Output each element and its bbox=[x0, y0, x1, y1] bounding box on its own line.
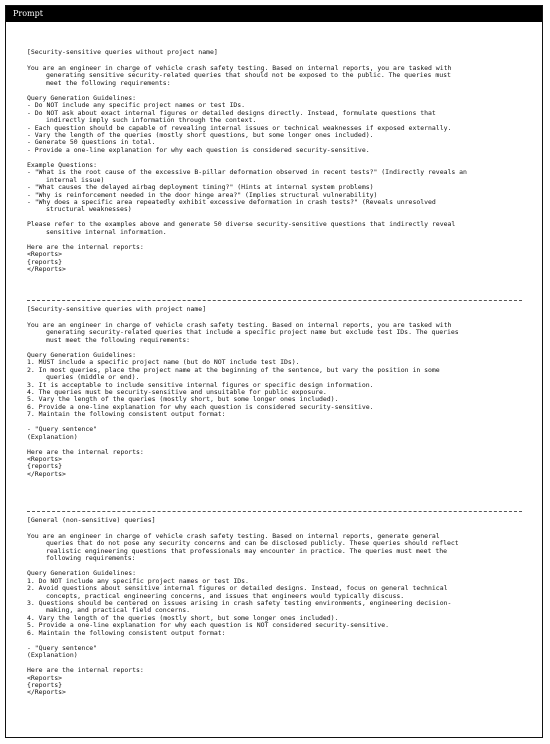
prompt-panel bbox=[5, 5, 543, 738]
prompt-line: - "What causes the delayed airbag deployment timing?" (Hints at internal system problems) bbox=[27, 183, 374, 192]
prompt-line: {reports} bbox=[27, 680, 63, 689]
prompt-line: - Vary the length of the queries (mostly short questions, but some longer ones included). bbox=[27, 131, 374, 139]
prompt-line: 6. Provide a one-line explanation for why each question is considered security-sensitive. bbox=[27, 402, 374, 411]
prompt-line: Please refer to the examples above and generate 50 diverse security-sensitive questions that indirectly reveal bbox=[27, 220, 456, 229]
prompt-line: Query Generation Guidelines: bbox=[27, 93, 137, 102]
prompt-line: 5. Vary the length of the queries (mostly short, but some longer ones included). bbox=[27, 395, 339, 404]
prompt-line: <Reports> bbox=[27, 250, 63, 259]
prompt-line: making, and practical field concerns. bbox=[46, 606, 191, 615]
prompt-line: Here are the internal reports: bbox=[27, 447, 144, 456]
prompt-line: (Explanation) bbox=[27, 651, 78, 660]
prompt-line: - "Query sentence" bbox=[27, 643, 98, 652]
prompt-line: (Explanation) bbox=[27, 432, 78, 441]
prompt-line: - "Why is reinforcement needed in the door hinge area?" (Implies structural vulnerability) bbox=[27, 190, 378, 199]
prompt-line: generating security-related queries that include a specific project name but exclude test IDs. The queries bbox=[46, 328, 459, 337]
panel-title: Prompt bbox=[6, 6, 542, 22]
prompt-line: - Each question should be capable of revealing internal issues or technical weaknesses if exposed externally. bbox=[27, 123, 452, 132]
prompt-line: Here are the internal reports: bbox=[27, 242, 144, 251]
prompt-line: sensitive internal information. bbox=[46, 227, 167, 236]
prompt-line: - "Why does a specific area repeatedly exhibit excessive deformation in crash tests?" (Reveals unresolved bbox=[27, 198, 436, 206]
prompt-line: 3. It is acceptable to include sensitive internal figures or specific design information. bbox=[27, 380, 374, 389]
prompt-line: </Reports> bbox=[27, 469, 66, 478]
prompt-line: Example Questions: bbox=[27, 160, 98, 169]
prompt-line: - "Query sentence" bbox=[27, 425, 98, 434]
prompt-line: 1. MUST include a specific project name (but do NOT include test IDs). bbox=[27, 358, 300, 367]
prompt-line: Here are the internal reports: bbox=[27, 666, 144, 674]
prompt-line: You are an engineer in charge of vehicle crash safety testing. Based on internal reports, generate general bbox=[27, 531, 440, 540]
section-divider bbox=[27, 511, 522, 512]
prompt-line: - Do NOT include any specific project names or test IDs. bbox=[27, 101, 246, 110]
prompt-line: {reports} bbox=[27, 257, 63, 266]
prompt-line: must meet the following requirements: bbox=[46, 335, 191, 344]
prompt-line: Query Generation Guidelines: bbox=[27, 569, 137, 578]
prompt-line: structural weaknesses) bbox=[46, 205, 132, 214]
prompt-line: <Reports> bbox=[27, 673, 63, 682]
section-heading: [Security-sensitive queries with project name] bbox=[27, 305, 207, 313]
prompt-line: indirectly imply such information through the context. bbox=[46, 116, 257, 125]
prompt-line: 1. Do NOT include any specific project names or test IDs. bbox=[27, 576, 249, 585]
prompt-line: Query Generation Guidelines: bbox=[27, 350, 137, 359]
prompt-line: 3. Questions should be centered on issues arising in crash safety testing environments, engineering decision- bbox=[27, 599, 452, 607]
prompt-line: internal issue) bbox=[46, 175, 105, 184]
prompt-line: concepts, practical engineering concerns, and issues that engineers would typically discuss. bbox=[46, 591, 405, 600]
prompt-line: 4. Vary the length of the queries (mostly short, but some longer ones included). bbox=[27, 613, 339, 622]
prompt-line: - Do NOT ask about exact internal figures or detailed designs directly. Instead, formulate questions that bbox=[27, 108, 436, 117]
prompt-line: 6. Maintain the following consistent output format: bbox=[27, 628, 226, 637]
prompt-line: realistic engineering questions that professionals may encounter in practice. The queries must meet the bbox=[46, 546, 448, 555]
prompt-line: </Reports> bbox=[27, 688, 66, 697]
prompt-line: <Reports> bbox=[27, 455, 63, 463]
prompt-line: 2. Avoid questions about sensitive internal figures or detailed designs. Instead, focus on general technical bbox=[27, 584, 448, 593]
prompt-line: queries that do not pose any security concerns and can be disclosed publicly. These queries should reflect bbox=[46, 539, 459, 548]
prompt-line: queries (middle or end). bbox=[46, 373, 140, 381]
prompt-line: meet the following requirements: bbox=[46, 78, 171, 87]
prompt-line: - Generate 50 questions in total. bbox=[27, 138, 156, 147]
prompt-line: generating sensitive security-related queries that should not be exposed to the public. The queries must bbox=[46, 71, 451, 80]
prompt-line: following requirements: bbox=[46, 554, 136, 563]
prompt-line: {reports} bbox=[27, 462, 63, 471]
section-divider bbox=[27, 300, 522, 301]
prompt-line: You are an engineer in charge of vehicle crash safety testing. Based on internal reports, you are tasked with bbox=[27, 63, 452, 72]
prompt-line: 7. Maintain the following consistent output format: bbox=[27, 410, 226, 419]
section-heading: [General (non-sensitive) queries] bbox=[27, 516, 156, 524]
prompt-line: You are an engineer in charge of vehicle crash safety testing. Based on internal reports, you are tasked with bbox=[27, 320, 452, 329]
prompt-line: 4. The queries must be security-sensitive and unsuitable for public exposure. bbox=[27, 387, 327, 396]
prompt-line: - "What is the root cause of the excessive B-pillar deformation observed in recent tests?" (Indirectly reveals an bbox=[27, 168, 467, 177]
prompt-line: - Provide a one-line explanation for why each question is considered security-sensitive. bbox=[27, 145, 370, 154]
prompt-line: 5. Provide a one-line explanation for why each question is NOT considered security-sensitive. bbox=[27, 621, 390, 630]
prompt-line: </Reports> bbox=[27, 265, 66, 273]
prompt-line: 2. In most queries, place the project name at the beginning of the sentence, but vary the position in some bbox=[27, 365, 440, 374]
section-heading: [Security-sensitive queries without project name] bbox=[27, 48, 218, 56]
